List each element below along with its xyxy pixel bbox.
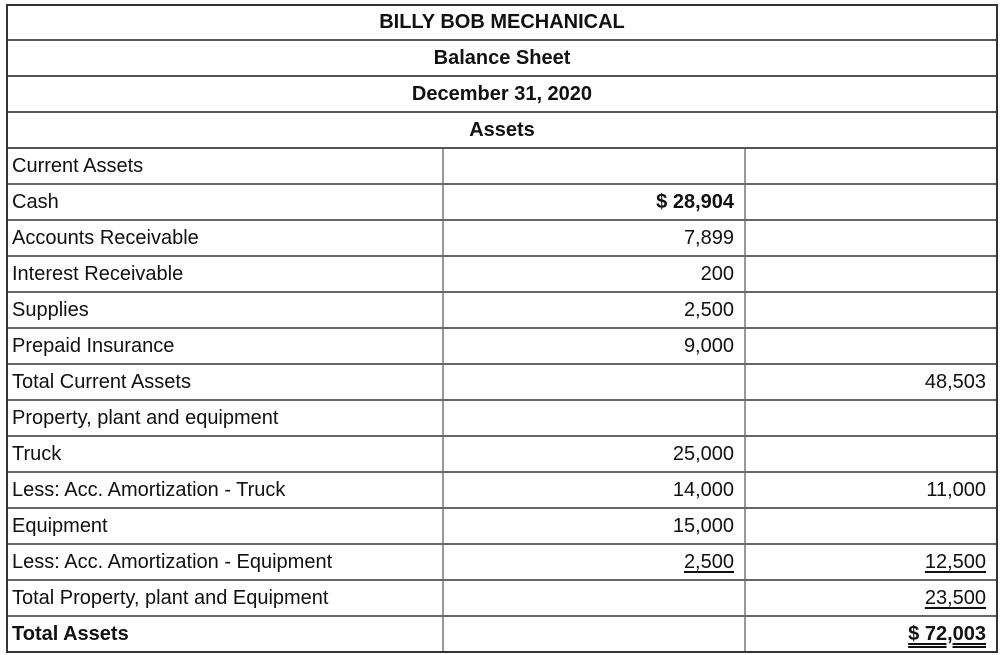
total-cell: 23,500 bbox=[745, 580, 996, 616]
row-label: Total Property, plant and Equipment bbox=[8, 580, 443, 616]
amount-cell bbox=[443, 616, 745, 652]
table-row bbox=[8, 400, 996, 436]
total-cell bbox=[745, 149, 996, 184]
row-label: Interest Receivable bbox=[8, 256, 443, 292]
statement-title: Balance Sheet bbox=[8, 41, 996, 77]
table-row bbox=[8, 580, 996, 616]
row-label: Current Assets bbox=[8, 149, 443, 184]
row-label: Total Current Assets bbox=[8, 364, 443, 400]
row-label: Equipment bbox=[8, 508, 443, 544]
amount-cell: 15,000 bbox=[443, 508, 745, 544]
total-cell: 12,500 bbox=[745, 544, 996, 580]
row-label: Total Assets bbox=[8, 616, 443, 652]
amount-cell bbox=[443, 580, 745, 616]
row-label: Property, plant and equipment bbox=[8, 400, 443, 436]
table-row bbox=[8, 328, 996, 364]
total-cell bbox=[745, 436, 996, 472]
amount-cell: $ 28,904 bbox=[443, 184, 745, 220]
total-cell bbox=[745, 508, 996, 544]
table-row bbox=[8, 149, 996, 184]
table-row bbox=[8, 508, 996, 544]
total-cell bbox=[745, 292, 996, 328]
amount-cell bbox=[443, 400, 745, 436]
total-cell bbox=[745, 220, 996, 256]
table-row bbox=[8, 184, 996, 220]
table-row bbox=[8, 292, 996, 328]
section-heading: Assets bbox=[8, 113, 996, 149]
table-row bbox=[8, 616, 996, 652]
row-label: Accounts Receivable bbox=[8, 220, 443, 256]
table-row bbox=[8, 544, 996, 580]
row-label: Prepaid Insurance bbox=[8, 328, 443, 364]
row-label: Less: Acc. Amortization - Equipment bbox=[8, 544, 443, 580]
total-cell: 11,000 bbox=[745, 472, 996, 508]
amount-cell: 200 bbox=[443, 256, 745, 292]
balance-sheet bbox=[6, 4, 998, 653]
total-cell bbox=[745, 328, 996, 364]
table-row bbox=[8, 364, 996, 400]
total-cell bbox=[745, 400, 996, 436]
amount-cell: 2,500 bbox=[443, 544, 745, 580]
row-label: Supplies bbox=[8, 292, 443, 328]
row-label: Truck bbox=[8, 436, 443, 472]
table-row bbox=[8, 256, 996, 292]
table-row bbox=[8, 472, 996, 508]
amount-cell: 14,000 bbox=[443, 472, 745, 508]
row-label: Cash bbox=[8, 184, 443, 220]
amount-cell: 7,899 bbox=[443, 220, 745, 256]
table-row bbox=[8, 220, 996, 256]
assets-table bbox=[8, 149, 996, 653]
company-name: BILLY BOB MECHANICAL bbox=[8, 6, 996, 41]
total-cell bbox=[745, 184, 996, 220]
statement-date: December 31, 2020 bbox=[8, 77, 996, 113]
table-row bbox=[8, 436, 996, 472]
amount-cell: 2,500 bbox=[443, 292, 745, 328]
total-cell: $ 72,003 bbox=[745, 616, 996, 652]
total-cell: 48,503 bbox=[745, 364, 996, 400]
amount-cell: 9,000 bbox=[443, 328, 745, 364]
total-cell bbox=[745, 256, 996, 292]
amount-cell: 25,000 bbox=[443, 436, 745, 472]
row-label: Less: Acc. Amortization - Truck bbox=[8, 472, 443, 508]
amount-cell bbox=[443, 364, 745, 400]
amount-cell bbox=[443, 149, 745, 184]
